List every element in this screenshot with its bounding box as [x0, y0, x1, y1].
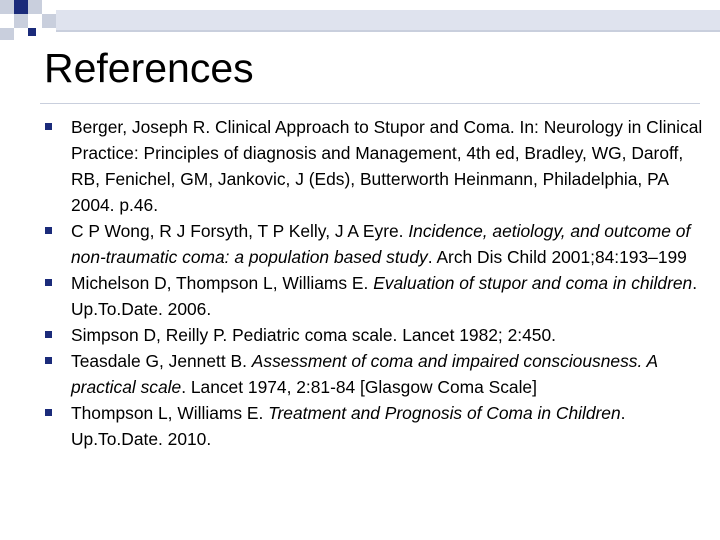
square-bullet-icon	[45, 409, 52, 416]
reference-item	[44, 270, 704, 322]
square-bullet-icon	[45, 357, 52, 364]
slide-title: References	[44, 45, 254, 91]
reference-text-part: Thompson L, Williams E.	[71, 403, 269, 423]
decor-band	[56, 10, 720, 30]
reference-text-part: . Up.To.Date. 2010.	[71, 403, 626, 449]
reference-text	[71, 325, 556, 345]
reference-text-part: Simpson D, Reilly P. Pediatric coma scale. Lancet 1982; 2:450.	[71, 325, 556, 345]
reference-item	[44, 218, 704, 270]
reference-text	[71, 117, 702, 215]
title-divider	[40, 103, 700, 104]
reference-text-part: Berger, Joseph R. Clinical Approach to Stupor and Coma. In: Neurology in Clinical Practice: Principles of diagnosis and Management, 4th ed, Bradley, WG, Daroff, RB, Fenichel, GM, Jankovic, J (Eds), Butterworth Heinmann, Philadelphia, PA 2004. p.46.	[71, 117, 703, 215]
reference-text-part: . Arch Dis Child 2001;84:193–199	[427, 247, 687, 267]
reference-title-italic: Evaluation of stupor and coma in children	[373, 273, 693, 293]
square-bullet-icon	[45, 123, 52, 130]
square-bullet-icon	[45, 331, 52, 338]
reference-text	[71, 273, 697, 319]
square-bullet-icon	[45, 227, 52, 234]
reference-text-part: . Lancet 1974, 2:81-84 [Glasgow Coma Scale]	[181, 377, 537, 397]
reference-text-part: Teasdale G, Jennett B.	[71, 351, 252, 371]
reference-title-italic: Treatment and Prognosis of Coma in Children	[268, 403, 621, 423]
reference-item	[44, 322, 704, 348]
reference-text-part: C P Wong, R J Forsyth, T P Kelly, J A Eyre.	[71, 221, 409, 241]
decor-band-line	[56, 30, 720, 32]
reference-text-part: . Up.To.Date. 2006.	[71, 273, 698, 319]
reference-text	[71, 221, 690, 267]
reference-text-part: Michelson D, Thompson L, Williams E.	[71, 273, 374, 293]
square-bullet-icon	[45, 279, 52, 286]
reference-item	[44, 348, 704, 400]
reference-list	[44, 114, 704, 452]
reference-text	[71, 351, 657, 397]
reference-item	[44, 114, 704, 218]
reference-title-italic: Incidence, aetiology, and outcome of non-traumatic coma: a population based study	[71, 221, 691, 267]
reference-title-italic: Assessment of coma and impaired consciousness. A practical scale	[71, 351, 658, 397]
reference-item	[44, 400, 704, 452]
reference-text	[71, 403, 626, 449]
corner-decoration	[0, 0, 720, 40]
